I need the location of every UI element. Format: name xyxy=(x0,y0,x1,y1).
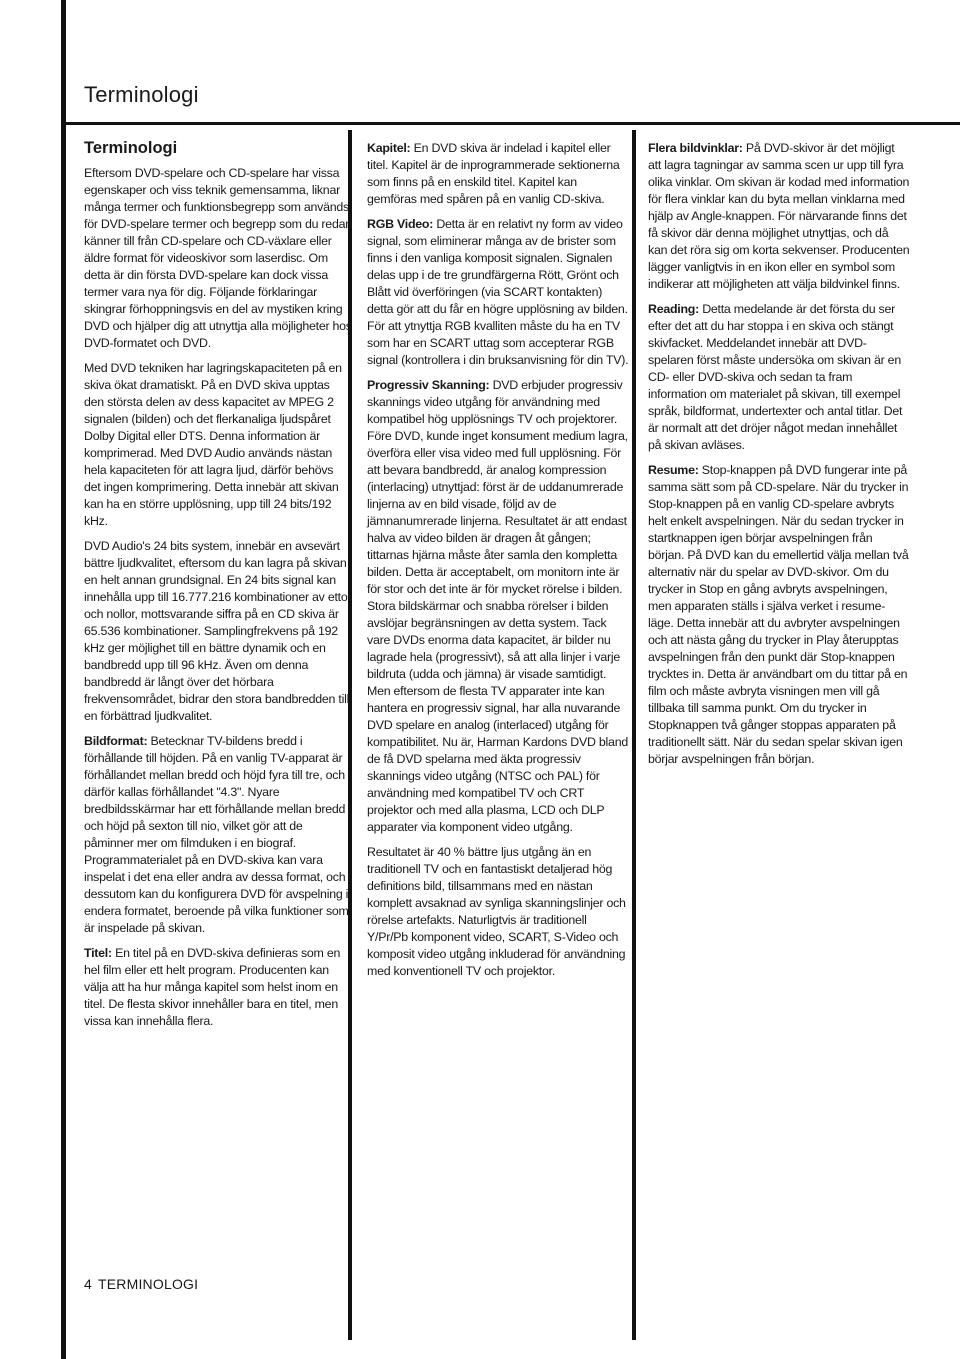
column-2 xyxy=(367,140,629,988)
intro-paragraph: Eftersom DVD-spelare och CD-spelare har vissa egenskaper och viss teknik gemensamma, liknar många termer och funktionsbegrepp som används för DVD-spelare termer och begrepp som du redan känner till från CD-spelare och CD-växlare eller äldre format för videoskivor som laserdisc. Om detta är din första DVD-spelare kan dock vissa termer vara nya för dig. Följande förklaringar skingrar förhoppningsvis en del av mystiken kring DVD och hjälper dig att utnyttja alla möjligheter hos DVD-formatet och DVD. xyxy=(84,166,352,350)
left-margin-bar xyxy=(61,0,66,1359)
column-1 xyxy=(84,140,352,1038)
header-rule xyxy=(66,122,960,125)
rgb-term: RGB Video: xyxy=(367,217,434,231)
page-number: 4 xyxy=(84,1276,92,1292)
result-paragraph: Resultatet är 40 % bättre ljus utgång än en traditionell TV och en fantastiskt detaljerad hög definitions bild, tillsammans med en nästan komplett avsaknad av synliga skanningslinjer och rörelse artefakts. Naturligtvis är traditionell Y/Pr/Pb komponent video, SCART, S-Video och komposit video utgång inkluderad för användning med konventionell TV och projektor. xyxy=(367,845,626,978)
rgb-text: Detta är en relativt ny form av video signal, som eliminerar många av de brister som finns i den vanliga komposit signalen. Signalen delas upp i de tre grundfärgerna Rött, Grönt och Blått vid överföringen (via SCART kontakten) detta gör att du får en högre upplösning av bilden. För att ytnyttja RGB kvalliten måste du ha en TV som har en SCART uttag som accepterar RGB signal (kontrollera i din bruksanvisning för din TV). xyxy=(367,217,629,367)
rgb-paragraph xyxy=(367,216,629,369)
reading-paragraph xyxy=(648,301,910,454)
progressive-paragraph xyxy=(367,377,629,836)
resume-term: Resume: xyxy=(648,463,699,477)
column-divider-2 xyxy=(632,130,636,1340)
kapitel-term: Kapitel: xyxy=(367,141,411,155)
kapitel-text: En DVD skiva är indelad i kapitel eller titel. Kapitel är de inprogrammerade sektionerna som finns på en enskild titel. Kapitel kan gemföras med spåren på en vanlig CD-skiva. xyxy=(367,141,620,206)
kapitel-paragraph xyxy=(367,140,629,208)
titel-paragraph xyxy=(84,945,352,1030)
flera-text: På DVD-skivor är det möjligt att lagra tagningar av samma scen ur upp till fyra olika vinklar. Om skivan är kodad med information för flera vinklar kan du byta mellan vinklarna med hjälp av Angle-knappen. För närvarande finns det få skivor där denna möjlighet utnyttjas, och då kan det röra sig om korta sekvenser. Producenten lägger vanligtvis in en ikon eller en symbol som indikerar att möjligheten att välja bildvinkel finns. xyxy=(648,141,910,291)
bildformat-term: Bildformat: xyxy=(84,734,148,748)
page-title: Terminologi xyxy=(84,82,199,107)
dvd-audio-paragraph: DVD Audio's 24 bits system, innebär en avsevärt bättre ljudkvalitet, eftersom du kan lagra på skivan en helt annan grundsignal. En 24 bits signal kan innehålla upp till 16.777.216 kombinationer av ettor och nollor, mottsvarande siffra på en CD skiva är 65.536 kombinationer. Samplingfrekvens på 192 kHz ger möjlighet till en bättre dynamik och en bandbredd upp till 96 kHz. Även om denna bandbredd är långt över det hörbara frekvensområdet, bidrar den stora bandbredden till en förbättrad ljudkvalitet. xyxy=(84,539,352,723)
resume-paragraph xyxy=(648,462,910,768)
flera-term: Flera bildvinklar: xyxy=(648,141,743,155)
dvd-capacity-paragraph: Med DVD tekniken har lagringskapaciteten på en skiva ökat dramatiskt. På en DVD skiva upptas den största delen av dess kapacitet av MPEG 2 signalen (bilden) och det flerkanaliga ljudspåret Dolby Digital eller DTS. Denna information är komprimerad. Med DVD Audio används nästan hela kapaciteten för att lagra ljud, därför behövs det ingen komprimering. Detta innebär att skivan kan ha en större upplösning, upp till 24 bits/192 kHz. xyxy=(84,361,342,528)
column-3 xyxy=(648,140,910,776)
section-heading: Terminologi xyxy=(84,139,178,157)
titel-text: En titel på en DVD-skiva definieras som en hel film eller ett helt program. Producenten kan välja att ha hur många kapitel som helst inom en titel. De flesta skivor innehåller bara en titel, men vissa kan innehålla flera. xyxy=(84,946,341,1028)
reading-text: Detta medelande är det första du ser efter det att du har stoppa i en skiva och stängt skivfacket. Meddelandet innebär att DVD-spelaren först måste undersöka om skivan är en CD- eller DVD-skiva och sedan ta fram information om materialet på skivan, till exempel språk, bildformat, undertexter och antal titlar. Det är normalt att det dröjer något medan innehållet på skivan avläses. xyxy=(648,302,903,452)
resume-text: Stop-knappen på DVD fungerar inte på samma sätt som på CD-spelare. När du trycker in Stop-knappen på en vanlig CD-spelare avbryts helt enkelt avspelningen. När du sedan trycker in startknappen igen börjar avspelningen från början. På DVD kan du emellertid välja mellan två alternativ när du spelar av DVD-skivor. Om du trycker in Stop en gång avbryts avspelningen, men apparaten ställs i själva verket i resume-läge. Detta innebär att du avbryter avspelningen och att nästa gång du trycker in Play återupptas avspelningen från den punkt där Stop-knappen trycktes in. Detta är användbart om du tittar på en film och måste avbryta visningen men vill gå tillbaka till samma punkt. Om du trycker in Stopknappen två gånger stoppas apparaten på traditionellt sätt. När du sedan spelar skivan igen börjar avspelningen från början. xyxy=(648,463,909,766)
reading-term: Reading: xyxy=(648,302,700,316)
bildformat-paragraph xyxy=(84,733,352,937)
page-footer xyxy=(84,1276,198,1292)
titel-term: Titel: xyxy=(84,946,112,960)
bildformat-text: Betecknar TV-bildens bredd i förhållande till höjden. På en vanlig TV-apparat är förhållandet mellan bredd och höjd fyra till tre, och därför kallas förhållandet "4.3". Nyare bredbildsskärmar har ett förhållande mellan bredd och höjd på sexton till nio, vilket gör att de påminner mer om filmduken i en biograf. Programmaterialet på en DVD-skiva kan vara inspelat i det ena eller andra av dessa format, och dessutom kan du konfigurera DVD för avspelning i endera formatet, beroende på vilka funktioner som är inspelade på skivan. xyxy=(84,734,349,935)
progressive-term: Progressiv Skanning: xyxy=(367,378,490,392)
progressive-text: DVD erbjuder progressiv skannings video utgång för användning med kompatibel hög upplösnings TV och projektorer. Före DVD, kunde inget konsument medium lagra, överföra eller visa video med full upplösning. För att bevara bandbredd, är analog kompression (interlacing) utnyttjad: först är de uddanumrerade linjerna av en bild visade, följd av de jämnanumrerade linjerna. Resultatet är att endast halva av video bilden är dragen åt gången; tittarnas hjärna måste åter samla den kompletta bilden. Detta är acceptabelt, om monitorn inte är för stor och det inte är för mycket rörelse i bilden. Stora bildskärmar och snabba rörelser i bilden avslöjar begränsningen av detta system. Tack vare DVDs enorma data kapacitet, är bilder nu lagrade hela (progressivt), så att alla linjer i varje bildruta (udda och jämna) är visade samtidigt. Men eftersom de flesta TV apparater inte kan hantera en progressiv signal, har alla nuvarande DVD spelare en analog (interlaced) utgång för kompatibilitet. Nu är, Harman Kardons DVD bland de få DVD spelarna med äkta progressiv skannings video utgång (NTSC och PAL) för användning med kompatibel TV och CRT projektor och med alla plasma, LCD och DLP apparater via komponent video utgång. xyxy=(367,378,628,834)
footer-label: TERMINOLOGI xyxy=(98,1276,199,1292)
flera-paragraph xyxy=(648,140,910,293)
